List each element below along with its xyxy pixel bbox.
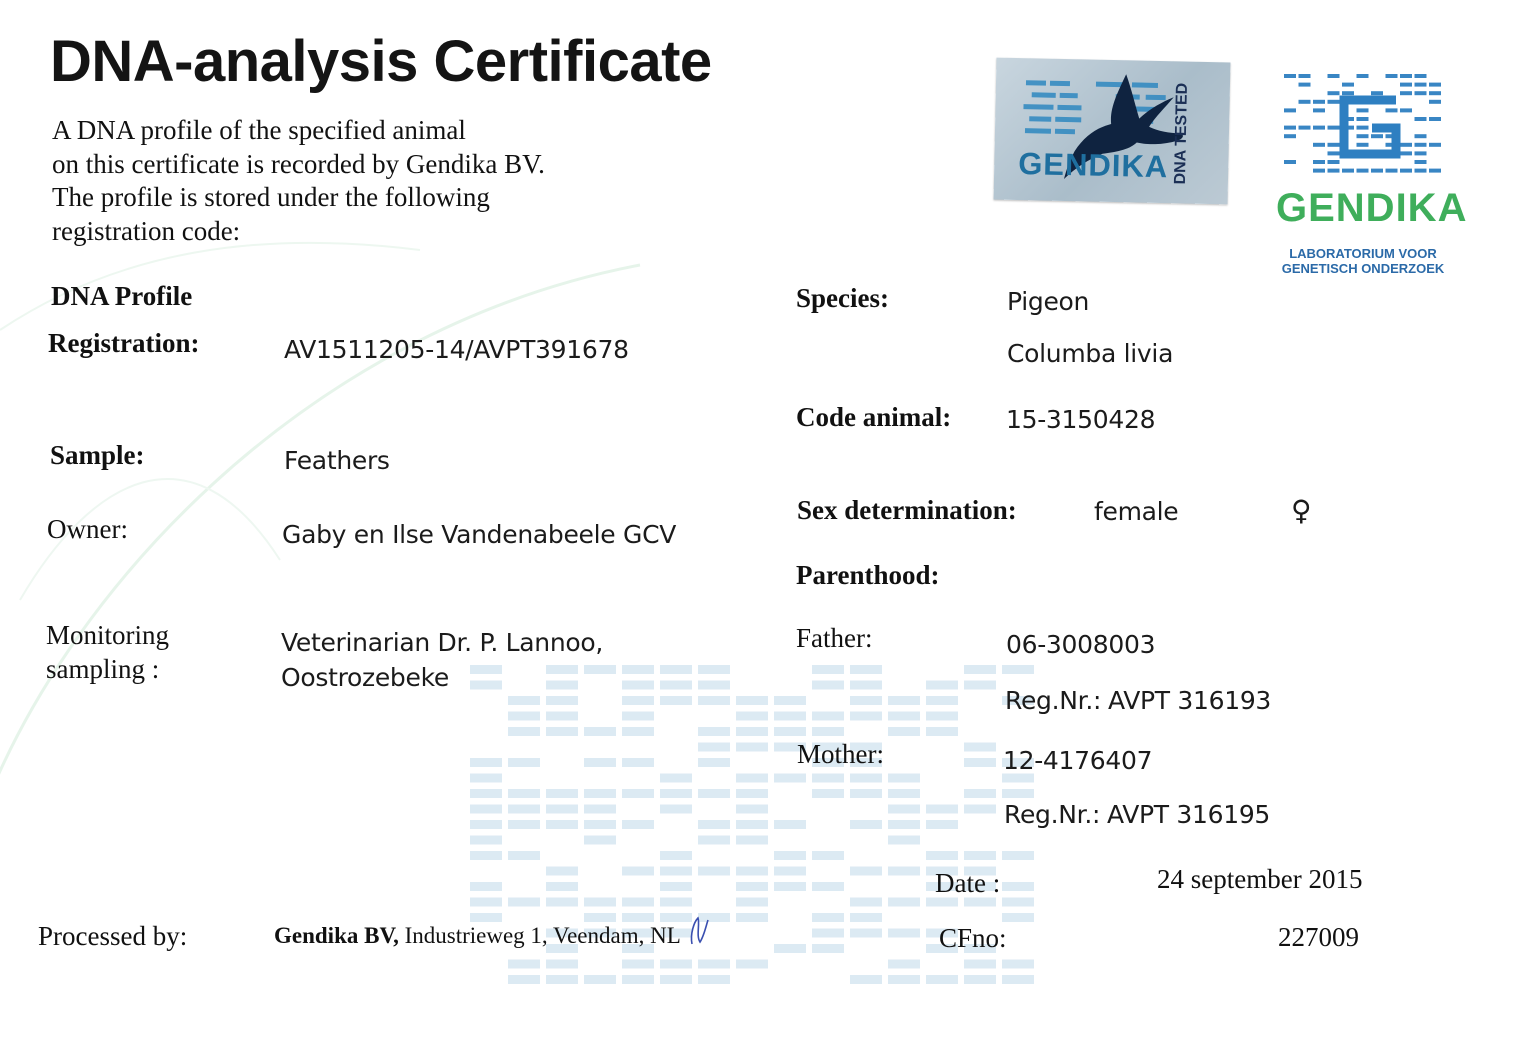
sticker-brand-text: GENDIKA [1017, 146, 1169, 185]
sticker-tag-text: DNA TESTED [1171, 82, 1192, 185]
father-label: Father: [796, 623, 873, 653]
certificate-title: DNA-analysis Certificate [50, 29, 712, 94]
gendika-subtitle-line: LABORATORIUM VOOR [1289, 246, 1437, 261]
monitoring-label-line2: sampling : [46, 654, 160, 684]
intro-line: on this certificate is recorded by Gendika BV. [52, 148, 545, 179]
mother-reg-label: Reg.Nr.: [1004, 800, 1101, 829]
monitoring-value: Veterinarian Dr. P. Lannoo, [281, 628, 604, 657]
date-label: Date : [935, 868, 1001, 898]
sample-value: Feathers [284, 446, 390, 475]
gendika-brand-name: GENDIKA [1276, 186, 1468, 230]
processed-by-value [274, 923, 681, 949]
cfno-value: 227009 [1278, 922, 1359, 952]
father-reg-value: AVPT 316193 [1108, 686, 1272, 715]
mother-label: Mother: [797, 739, 884, 769]
owner-value: Gaby en Ilse Vandenabeele GCV [282, 520, 677, 549]
intro-text [52, 114, 612, 248]
gendika-subtitle-line: GENETISCH ONDERZOEK [1281, 261, 1445, 276]
background-logo-watermark [470, 665, 1040, 1005]
cfno-label: CFno: [939, 923, 1007, 953]
species-common-value: Pigeon [1007, 287, 1090, 316]
sample-label: Sample: [50, 440, 145, 470]
intro-line: registration code: [52, 215, 241, 246]
intro-line: A DNA profile of the specified animal [52, 115, 466, 145]
processed-company: Gendika BV, [274, 923, 399, 948]
species-label: Species: [796, 283, 889, 313]
sex-value: female [1094, 497, 1179, 526]
father-reg-label: Reg.Nr.: [1005, 686, 1102, 715]
registration-value: AV1511205-14/AVPT391678 [284, 335, 629, 364]
owner-label: Owner: [47, 514, 128, 544]
dna-tested-sticker [994, 58, 1231, 205]
processed-by-label: Processed by: [38, 921, 188, 951]
parenthood-label: Parenthood: [796, 560, 940, 590]
mother-code-value: 12-4176407 [1003, 746, 1153, 775]
gendika-subtitle [1277, 246, 1449, 276]
code-animal-value: 15-3150428 [1006, 405, 1156, 434]
registration-label: Registration: [48, 328, 200, 358]
monitoring-value-line2: Oostrozebeke [281, 663, 449, 692]
gendika-logo-icon [1284, 74, 1444, 179]
signature-mark [688, 916, 712, 946]
dna-profile-heading: DNA Profile [51, 281, 193, 311]
father-code-value: 06-3008003 [1006, 630, 1156, 659]
mother-reg-value: AVPT 316195 [1107, 800, 1271, 829]
code-animal-label: Code animal: [796, 402, 952, 432]
monitoring-label: Monitoring [46, 620, 170, 650]
processed-address: Industrieweg 1, Veendam, NL [404, 923, 681, 948]
female-symbol-icon: ♀ [1291, 494, 1312, 527]
species-latin-value: Columba livia [1007, 339, 1174, 368]
sex-determination-label: Sex determination: [797, 495, 1017, 525]
date-value: 24 september 2015 [1157, 864, 1363, 894]
intro-line: The profile is stored under the following [52, 182, 490, 212]
